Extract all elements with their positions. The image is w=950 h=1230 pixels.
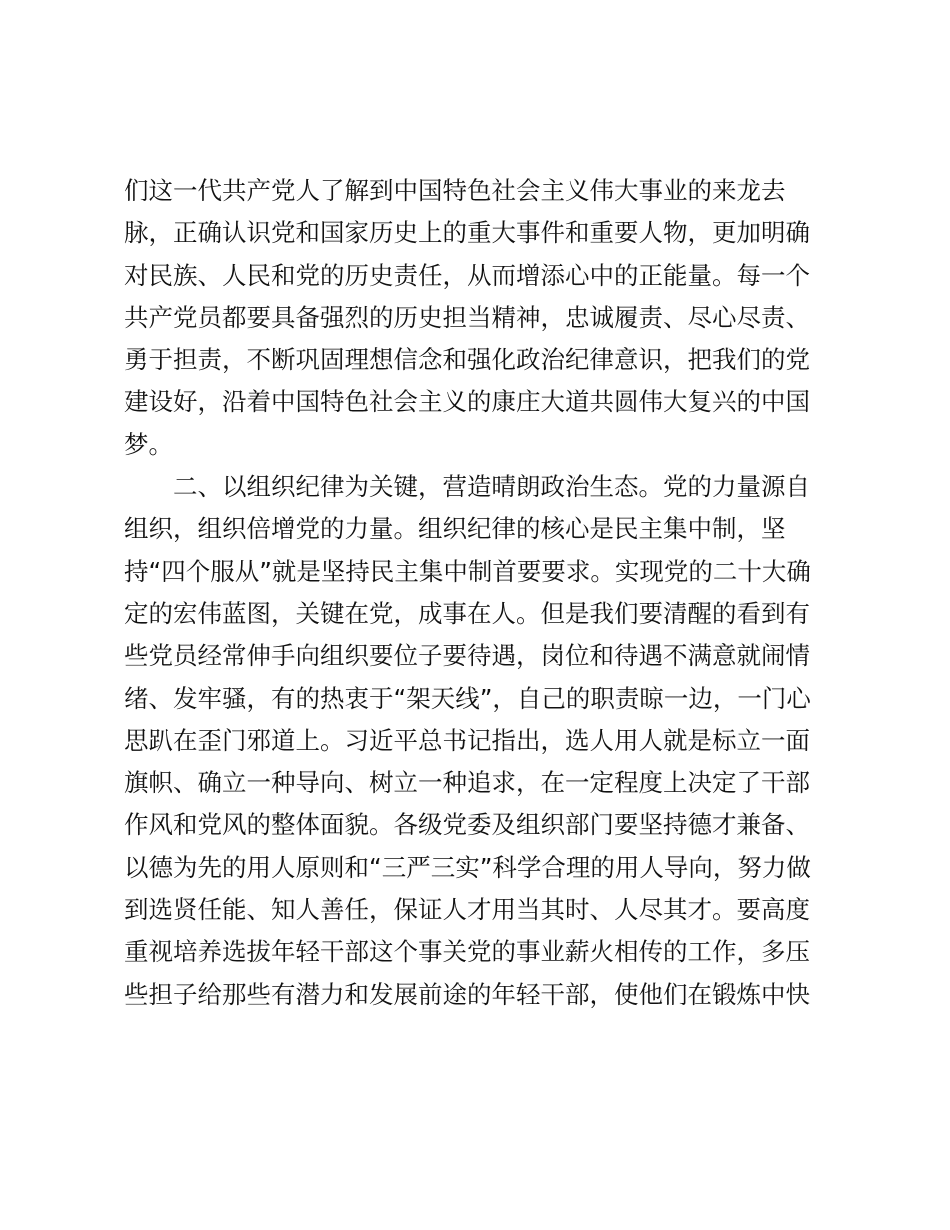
text-line: 脉，正确认识党和国家历史上的重大事件和重要人物，更加明确 <box>124 218 810 248</box>
text-line: 对民族、人民和党的历史责任，从而增添心中的正能量。每一个 <box>124 260 810 290</box>
text-line: 勇于担责，不断巩固理想信念和强化政治纪律意识，把我们的党 <box>124 345 810 375</box>
text-line: 持“四个服从”就是坚持民主集中制首要要求。实现党的二十大确 <box>124 556 811 586</box>
section-heading-line: 二、以组织纪律为关键，营造晴朗政治生态。党的力量源自 <box>173 472 810 502</box>
body-text <box>124 170 824 1016</box>
text-line: 共产党员都要具备强烈的历史担当精神，忠诚履责、尽心尽责、 <box>124 302 810 332</box>
text-line: 些党员经常伸手向组织要位子要待遇，岗位和待遇不满意就闹情 <box>124 641 810 671</box>
text-line: 旗帜、确立一种导向、树立一种追求，在一定程度上决定了干部 <box>124 768 810 798</box>
text-line: 组织，组织倍增党的力量。组织纪律的核心是民主集中制，坚 <box>124 514 786 544</box>
text-line: 些担子给那些有潜力和发展前途的年轻干部，使他们在锻炼中快 <box>124 979 810 1009</box>
text-line: 作风和党风的整体面貌。各级党委及组织部门要坚持德才兼备、 <box>124 810 810 840</box>
text-line: 定的宏伟蓝图，关键在党，成事在人。但是我们要清醒的看到有 <box>124 598 810 628</box>
text-line: 们这一代共产党人了解到中国特色社会主义伟大事业的来龙去 <box>124 176 786 205</box>
text-line: 绪、发牢骚，有的热衷于“架天线”，自己的职责晾一边，一门心 <box>124 683 811 713</box>
text-line: 梦。 <box>124 429 173 459</box>
text-line: 思趴在歪门邪道上。习近平总书记指出，选人用人就是标立一面 <box>124 725 810 755</box>
text-line: 重视培养选拔年轻干部这个事关党的事业薪火相传的工作，多压 <box>124 937 810 967</box>
text-line: 到选贤任能、知人善任，保证人才用当其时、人尽其才。要高度 <box>124 895 810 925</box>
text-line: 建设好，沿着中国特色社会主义的康庄大道共圆伟大复兴的中国 <box>124 387 810 417</box>
text-line: 以德为先的用人原则和“三严三实”科学合理的用人导向，努力做 <box>124 852 811 882</box>
